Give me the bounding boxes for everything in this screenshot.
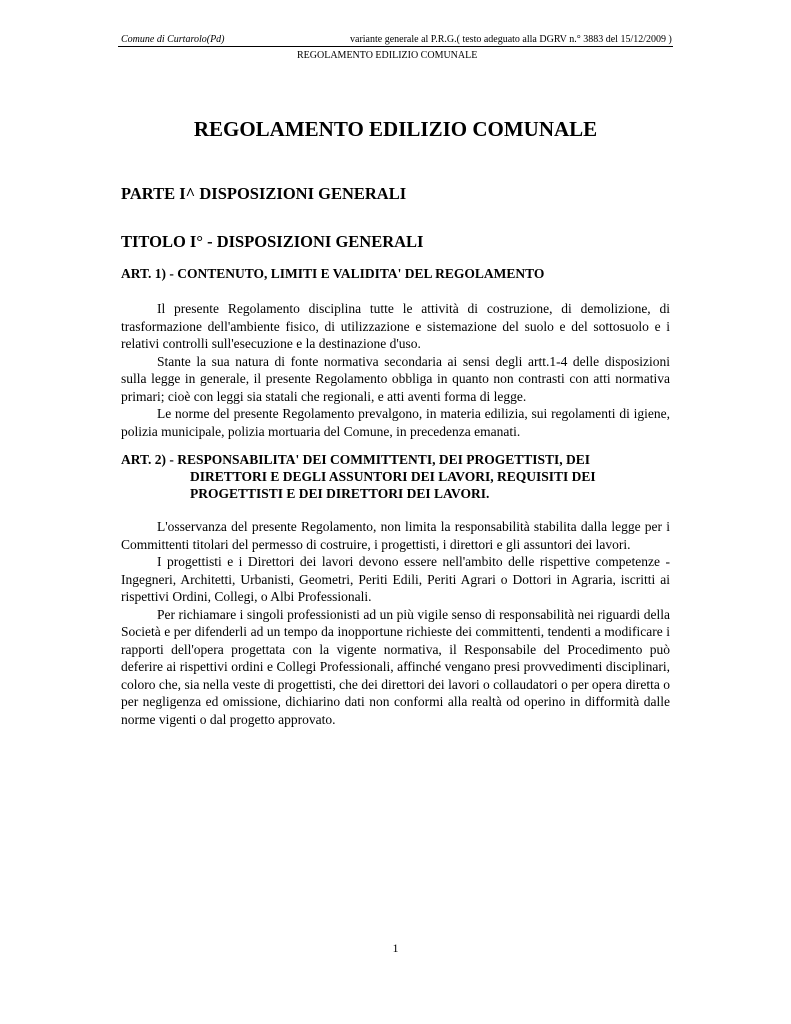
article-1-paragraph: Stante la sua natura di fonte normativa secondaria ai sensi degli artt.1-4 delle disposizioni sulla legge in generale, il presente Regolamento obbliga in quanto non contrasti con atti normativa primari; cioè con leggi sia statali che regionali, e atti aventi forma di legge. xyxy=(121,353,670,404)
article-2-paragraph: I progettisti e i Direttori dei lavori devono essere nell'ambito delle rispettive competenze - Ingegneri, Architetti, Urbanisti, Geometri, Periti Edili, Periti Agrari o Dottori in Agraria, iscritti ai rispettivi Ordini, Collegi, o Albi Professionali. xyxy=(121,554,670,604)
document-title: REGOLAMENTO EDILIZIO COMUNALE xyxy=(193,117,598,141)
part-heading: PARTE I^ DISPOSIZIONI GENERALI xyxy=(121,184,407,203)
article-2-body xyxy=(121,518,670,728)
article-2-heading-line: PROGETTISTI E DEI DIRETTORI DEI LAVORI. xyxy=(190,486,490,501)
header-variant-note: variante generale al P.R.G.( testo adeguato alla DGRV n.° 3883 del 15/12/2009 ) xyxy=(350,34,672,45)
article-1-paragraph: Le norme del presente Regolamento prevalgono, in materia edilizia, sui regolamenti di igiene, polizia municipale, polizia mortuaria del Comune, in precedenza emanati. xyxy=(121,406,670,439)
article-2-heading xyxy=(121,451,681,502)
header-divider xyxy=(118,46,673,47)
header-subtitle: REGOLAMENTO EDILIZIO COMUNALE xyxy=(297,50,478,61)
article-2-paragraph: L'osservanza del presente Regolamento, non limita la responsabilità stabilita dalla legge per i Committenti titolari del permesso di costruire, i progettisti, i direttori e gli assuntori dei lavori. xyxy=(121,519,670,552)
article-2-heading-line: DIRETTORI E DEGLI ASSUNTORI DEI LAVORI, REQUISITI DEI xyxy=(190,469,596,484)
article-1-body xyxy=(121,300,670,440)
page-number: 1 xyxy=(392,941,399,955)
article-2-heading-line: ART. 2) - RESPONSABILITA' DEI COMMITTENTI, DEI PROGETTISTI, DEI xyxy=(121,452,590,467)
article-1-heading: ART. 1) - CONTENUTO, LIMITI E VALIDITA' DEL REGOLAMENTO xyxy=(121,266,545,281)
titolo-heading: TITOLO I° - DISPOSIZIONI GENERALI xyxy=(121,232,424,251)
header-municipality: Comune di Curtarolo(Pd) xyxy=(121,34,225,45)
article-2-paragraph: Per richiamare i singoli professionisti ad un più vigile senso di responsabilità nei riguardi della Società e per difenderli ad un tempo da inopportune richieste dei committenti, tendenti a modificare i rapporti dell'opera progettata con la vigente normativa, il Responsabile del Procedimento può deferire ai rispettivi ordini e Collegi Professionali, affinché vengano presi provvedimenti disciplinari, coloro che, sia nella veste di progettisti, che dei direttori dei lavori o collaudatori o per opera diretta o per negligenza ed omissione, dichiarino dati non conformi alla realtà od operino in difformità dalle norme vigenti o dal progetto approvato. xyxy=(121,606,670,727)
article-1-paragraph: Il presente Regolamento disciplina tutte le attività di costruzione, di demolizione, di trasformazione dell'ambiente fisico, di utilizzazione e sistemazione del suolo e del sottosuolo e i relativi controlli sull'esecuzione e la destinazione d'uso. xyxy=(121,301,670,351)
